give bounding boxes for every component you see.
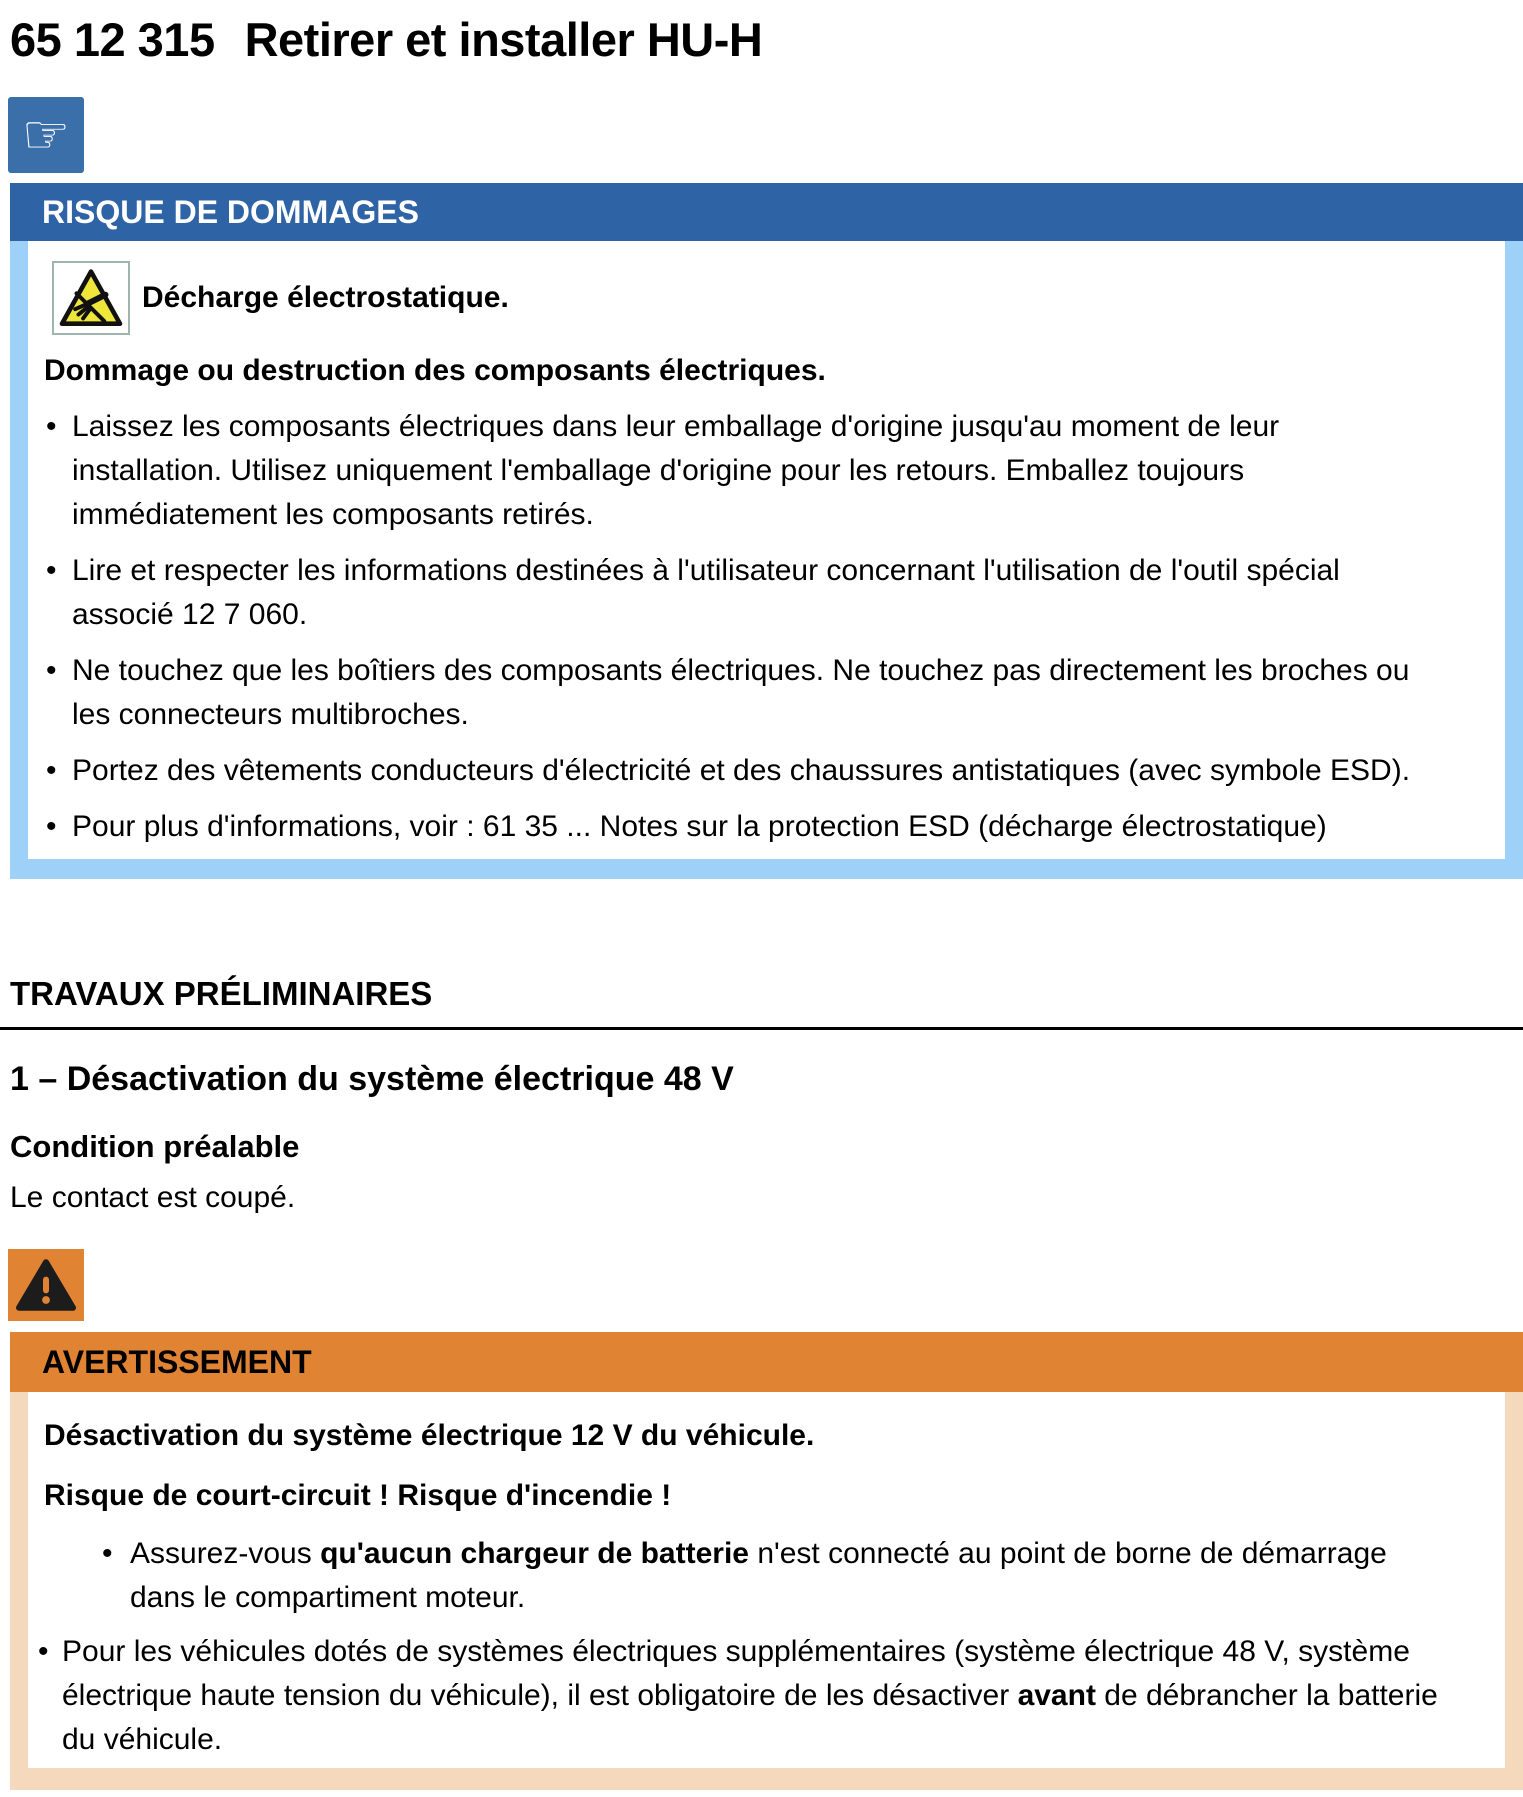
- battery-charger-bullet: [100, 1532, 1445, 1620]
- warning-inner-list: [100, 1532, 1445, 1620]
- warning-box-content: [10, 1392, 1523, 1790]
- battery-charger-bullet-bold: qu'aucun chargeur de batterie: [320, 1537, 749, 1570]
- warning-box-header: [10, 1332, 1523, 1392]
- preliminary-section-title: TRAVAUX PRÉLIMINAIRES: [10, 975, 433, 1012]
- damage-bullet-housings-text: Ne touchez que les boîtiers des composants électriques. Ne touchez pas directement les broches ou les connecteurs multibroches.: [72, 654, 1410, 731]
- damage-bullet-packaging-text: Laissez les composants électriques dans leur emballage d'origine jusqu'au moment de leur installation. Utilisez uniquement l'emballage d'origine pour les retours. Emballez toujours immédiatement les composants retirés.: [72, 410, 1280, 531]
- battery-charger-bullet-post: n'est connecté au point de borne de démarrage dans le compartiment moteur.: [130, 1537, 1387, 1614]
- damage-risk-box: [10, 183, 1523, 879]
- warning-subtitle: Désactivation du système électrique 12 V du véhicule.: [44, 1419, 815, 1452]
- additional-systems-bullet-post: de débrancher la batterie du véhicule.: [62, 1679, 1438, 1756]
- damage-bullet-more-info-text: Pour plus d'informations, voir : 61 35 ... Notes sur la protection ESD (décharge électrostatique): [72, 810, 1327, 843]
- damage-bullet-list: [44, 405, 1435, 849]
- battery-charger-bullet-pre: Assurez-vous: [130, 1537, 321, 1570]
- damage-bullet-special-tool: [44, 549, 1435, 637]
- warning-outer-list: [36, 1630, 1445, 1762]
- section-divider: [0, 1027, 1523, 1030]
- warning-risk-line: Risque de court-circuit ! Risque d'incendie !: [44, 1479, 672, 1512]
- damage-box-header-label: RISQUE DE DOMMAGES: [42, 193, 419, 230]
- damage-bullet-clothing: [44, 749, 1435, 793]
- damage-box-header: [10, 183, 1523, 241]
- condition-label: Condition préalable: [10, 1129, 300, 1164]
- repair-code: 65 12 315: [10, 13, 215, 66]
- additional-systems-bullet-pre: Pour les véhicules dotés de systèmes électriques supplémentaires (système électrique 48 V, système électrique haute tension du véhicule), il est obligatoire de les désactiver: [62, 1635, 1410, 1712]
- esd-warning-triangle-icon: [52, 261, 130, 335]
- additional-systems-bullet: [36, 1630, 1445, 1762]
- damage-bullet-packaging: [44, 405, 1435, 537]
- damage-bullet-clothing-text: Portez des vêtements conducteurs d'électricité et des chaussures antistatiques (avec symbole ESD).: [72, 754, 1411, 787]
- warning-triangle-icon: [8, 1249, 84, 1321]
- pointing-hand-icon[interactable]: [8, 97, 84, 173]
- damage-bullet-special-tool-text: Lire et respecter les informations destinées à l'utilisateur concernant l'utilisation de l'outil spécial associé 12 7 060.: [72, 554, 1340, 631]
- step-1-title: 1 – Désactivation du système électrique 48 V: [10, 1060, 734, 1098]
- damage-bullet-more-info: [44, 805, 1435, 849]
- page-title-text: Retirer et installer HU-H: [244, 13, 763, 66]
- esd-row: [52, 261, 1435, 335]
- pointing-hand-glyph: ☞: [21, 105, 71, 165]
- damage-bullet-housings: [44, 649, 1435, 737]
- warning-box: [10, 1332, 1523, 1790]
- esd-label: Décharge électrostatique.: [142, 281, 509, 314]
- warning-box-header-label: AVERTISSEMENT: [42, 1343, 312, 1380]
- damage-subtitle: Dommage ou destruction des composants électriques.: [44, 354, 826, 387]
- additional-systems-bullet-bold: avant: [1017, 1679, 1096, 1712]
- condition-text: Le contact est coupé.: [10, 1181, 296, 1214]
- page-title: [10, 12, 1523, 67]
- damage-box-content: [10, 241, 1523, 879]
